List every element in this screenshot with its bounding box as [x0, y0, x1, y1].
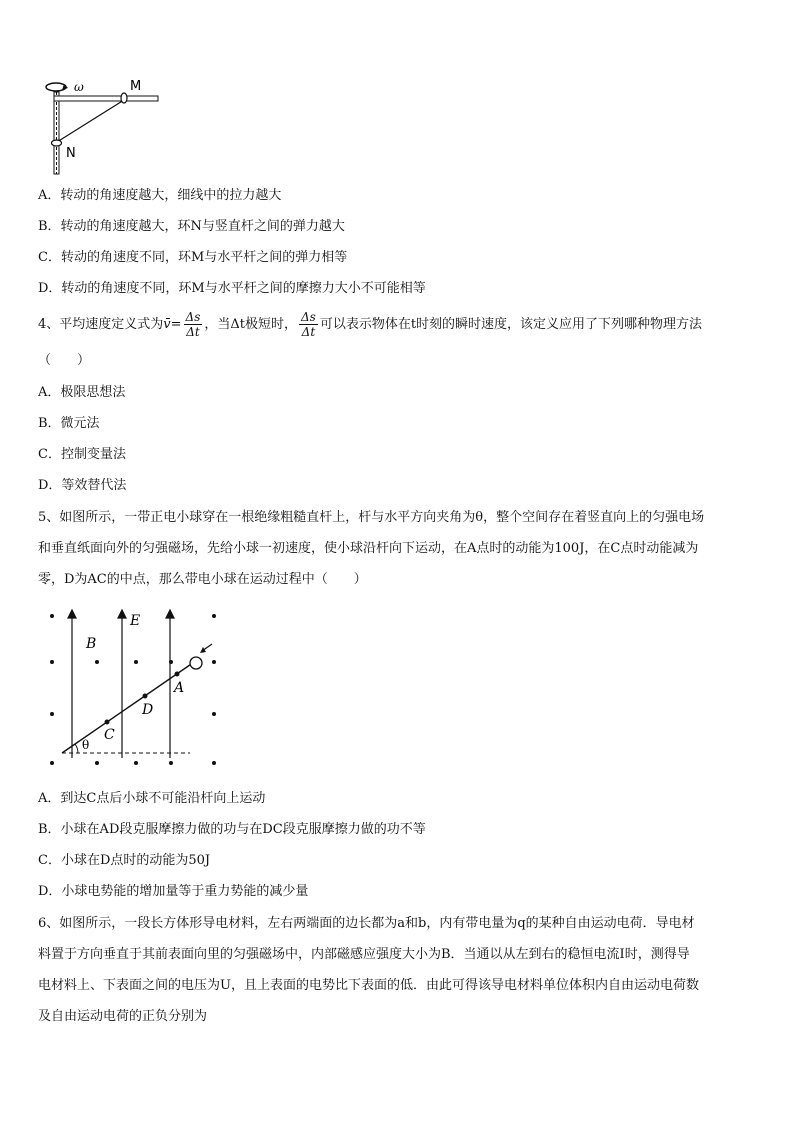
charged-ball: [190, 657, 202, 669]
magnetic-field-dots: [50, 614, 216, 765]
ds-dt-fraction: [184, 310, 203, 339]
q5-option-b: B．小球在AD段克服摩擦力做的功与在DC段克服摩擦力做的功不等: [38, 822, 426, 837]
incline-field-figure: [40, 608, 230, 773]
q3-option-d: D．转动的角速度不同，环M与水平杆之间的摩擦力大小不可能相等: [38, 281, 426, 296]
q3-option-b: B．转动的角速度越大，环N与竖直杆之间的弹力越大: [38, 219, 345, 234]
frac-den-2: Δt: [301, 325, 316, 339]
q5-option-a: A．到达C点后小球不可能沿杆向上运动: [38, 791, 266, 806]
theta-label: θ: [82, 738, 90, 752]
frac-num: Δs: [185, 310, 201, 324]
string-line: [57, 100, 124, 142]
q4-option-d: D．等效替代法: [38, 478, 127, 493]
ring-n: [52, 140, 62, 146]
electric-field-lines: [68, 610, 174, 758]
q6-line-3: 电材料上、下表面之间的电压为U，且上表面的电势比下表面的低．由此可得该导电材料单位体积内自由运动电荷数: [38, 978, 699, 993]
e-label: E: [130, 613, 141, 629]
q4-stem: [38, 310, 702, 339]
eq-sign: =: [170, 317, 182, 332]
q3-option-c: C．转动的角速度不同，环M与水平杆之间的弹力相等: [38, 250, 348, 265]
q3-option-a: A．转动的角速度越大，细线中的拉力越大: [38, 188, 282, 203]
c-label: C: [104, 727, 115, 743]
q4-prefix: 4、平均速度定义式为: [38, 317, 164, 332]
q6-line-2: 料置于方向垂直于其前表面向里的匀强磁场中，内部磁感应强度大小为B．当通以从左到右的稳恒电流I时，测得导: [38, 947, 690, 962]
d-label: D: [142, 702, 154, 718]
omega-label: ω: [74, 80, 84, 94]
q6-line-4: 及自由运动电荷的正负分别为: [38, 1009, 208, 1024]
q4-option-a: A．极限思想法: [38, 385, 126, 400]
q4-option-c: C．控制变量法: [38, 447, 126, 462]
q5-stem-line-1: 5、如图所示，一带正电小球穿在一根绝缘粗糙直杆上，杆与水平方向夹角为θ，整个空间存在着竖直向上的匀强电场: [38, 510, 705, 525]
point-c: [105, 720, 110, 725]
v-symbol: v̄: [163, 317, 171, 332]
q5-stem-line-2: 和垂直纸面向外的匀强磁场，先给小球一初速度，使小球沿杆向下运动，在A点时的动能为100J，在C点时动能减为: [38, 541, 699, 556]
theta-arc: [75, 744, 78, 753]
frac-den: Δt: [186, 325, 200, 339]
q4-suffix: 可以表示物体在t时刻的瞬时速度，该定义应用了下列哪种物理方法: [319, 317, 703, 332]
q5-stem-line-3: 零，D为AC的中点，那么带电小球在运动过程中（ ）: [38, 572, 367, 587]
q5-option-c: C．小球在D点时的动能为50J: [38, 853, 211, 868]
q6-line-1: 6、如图所示，一段长方体形导电材料，左右两端面的边长都为a和b，内有带电量为q的某种自由运动电荷．导电材: [38, 916, 695, 931]
q4-mid: ，当Δt极短时，: [204, 317, 297, 332]
q4-paren: （ ）: [38, 353, 91, 368]
point-d: [143, 694, 148, 699]
frac-num-2: Δs: [301, 310, 316, 324]
ds-dt-fraction-2: [299, 310, 318, 339]
a-label: A: [174, 680, 185, 696]
m-label: M: [130, 79, 142, 94]
horizontal-rod: [54, 96, 158, 101]
b-label: B: [86, 636, 97, 652]
rotating-rod-figure: [38, 78, 168, 178]
n-label: N: [66, 146, 76, 161]
point-a: [175, 672, 180, 677]
q5-option-d: D．小球电势能的增加量等于重力势能的减少量: [38, 884, 309, 899]
ring-m: [121, 93, 127, 103]
q4-option-b: B．微元法: [38, 416, 100, 431]
